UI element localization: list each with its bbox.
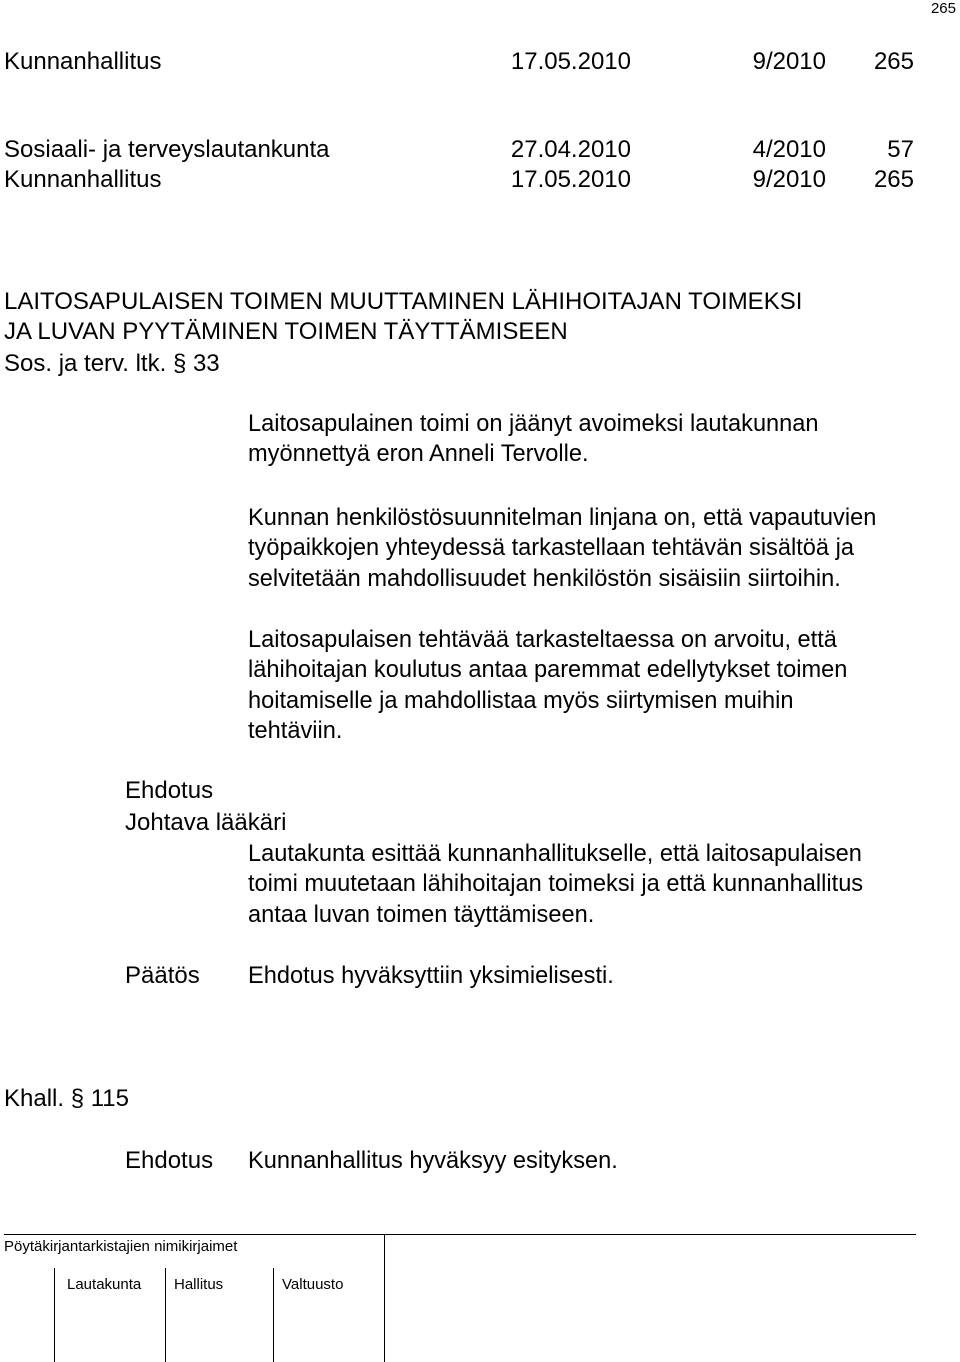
khall-reference: Khall. § 115 — [4, 1085, 129, 1112]
text-line: hoitamiselle ja mahdollistaa myös siirtymisen muihin — [248, 687, 794, 714]
khall-proposal-text: Kunnanhallitus hyväksyy esityksen. — [248, 1148, 618, 1174]
history-section: 265 — [873, 166, 914, 193]
text-line: myönnettyä eron Anneli Tervolle. — [248, 441, 589, 468]
history-body: Sosiaali- ja terveyslautankunta — [4, 136, 330, 163]
footer-title: Pöytäkirjantarkistajien nimikirjaimet — [4, 1238, 238, 1255]
proposer-label: Johtava lääkäri — [125, 809, 287, 836]
text-line: työpaikkojen yhteydessä tarkastellaan tehtävän sisältöä ja — [248, 535, 854, 562]
text-line: selvitetään mahdollisuudet henkilöstön sisäisiin siirtoihin. — [248, 565, 841, 592]
text-line: Laitosapulainen toimi on jäänyt avoimeksi lautakunnan — [248, 411, 819, 437]
footer-divider — [165, 1268, 166, 1362]
footer-col-valtuusto: Valtuusto — [282, 1276, 344, 1293]
page-number: 265 — [930, 0, 956, 17]
paragraph-vacancy — [248, 409, 819, 470]
footer-col-hallitus: Hallitus — [174, 1276, 224, 1293]
history-meeting: 4/2010 — [752, 136, 826, 163]
document-title-line1: LAITOSAPULAISEN TOIMEN MUUTTAMINEN LÄHIHOITAJAN TOIMEKSI — [4, 288, 803, 315]
history-date: 27.04.2010 — [510, 136, 631, 163]
footer-top-rule — [4, 1234, 916, 1235]
proposal-label: Ehdotus — [125, 777, 214, 804]
history-row — [4, 47, 914, 77]
history-body: Kunnanhallitus — [4, 166, 162, 193]
footer-col-lautakunta: Lautakunta — [67, 1276, 142, 1293]
footer-divider — [384, 1234, 385, 1362]
history-date: 17.05.2010 — [510, 166, 631, 193]
text-line: tehtäviin. — [248, 717, 343, 744]
paragraph-assessment — [248, 625, 847, 746]
text-line: Kunnan henkilöstösuunnitelman linjana on, että vapautuvien — [248, 505, 877, 531]
history-body: Kunnanhallitus — [4, 48, 162, 75]
history-row — [4, 135, 914, 165]
decision-text: Ehdotus hyväksyttiin yksimielisesti. — [248, 963, 614, 989]
history-row — [4, 165, 914, 195]
history-date: 17.05.2010 — [510, 48, 631, 75]
footer-divider — [273, 1268, 274, 1362]
text-line: Lautakunta esittää kunnanhallitukselle, että laitosapulaisen — [248, 841, 862, 867]
sos-reference: Sos. ja terv. ltk. § 33 — [4, 350, 220, 377]
document-title-line2: JA LUVAN PYYTÄMINEN TOIMEN TÄYTTÄMISEEN — [4, 318, 568, 345]
paragraph-staff-plan — [248, 503, 876, 594]
history-meeting: 9/2010 — [752, 166, 826, 193]
history-section: 265 — [873, 48, 914, 75]
proposal-text — [248, 839, 863, 930]
khall-proposal-label: Ehdotus — [125, 1147, 214, 1174]
decision-label: Päätös — [125, 962, 200, 989]
history-section: 57 — [887, 136, 914, 163]
history-meeting: 9/2010 — [752, 48, 826, 75]
footer-divider — [54, 1268, 55, 1362]
text-line: lähihoitajan koulutus antaa paremmat edellytykset toimen — [248, 657, 848, 684]
text-line: toimi muutetaan lähihoitajan toimeksi ja että kunnanhallitus — [248, 871, 864, 898]
text-line: Laitosapulaisen tehtävää tarkasteltaessa on arvoitu, että — [248, 627, 837, 653]
text-line: antaa luvan toimen täyttämiseen. — [248, 901, 595, 928]
